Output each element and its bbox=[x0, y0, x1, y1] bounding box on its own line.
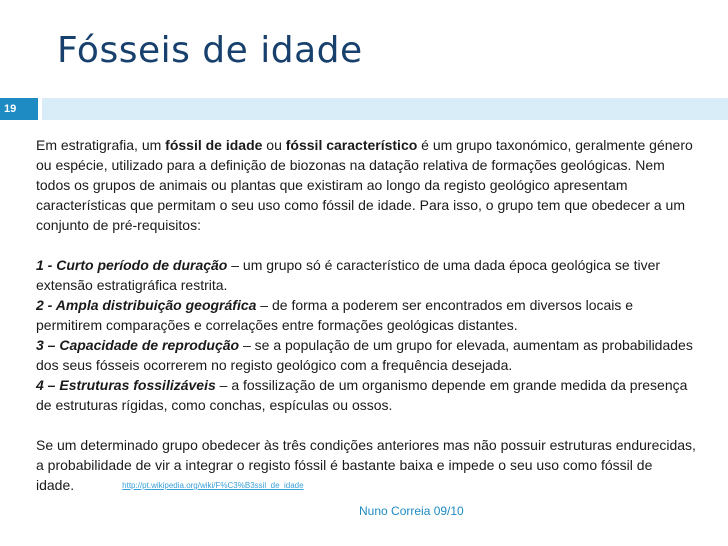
author-footer: Nuno Correia 09/10 bbox=[359, 504, 464, 518]
slide-number: 19 bbox=[0, 98, 38, 120]
intro-paragraph bbox=[36, 135, 696, 235]
requirement-item bbox=[36, 335, 696, 375]
term-fossil-caracteristico: fóssil característico bbox=[285, 137, 418, 153]
requirement-label: 2 - Ampla distribuição geográfica bbox=[36, 297, 257, 313]
slide-body bbox=[36, 135, 696, 496]
conclusion-paragraph bbox=[36, 435, 696, 496]
requirement-item bbox=[36, 295, 696, 335]
source-link[interactable]: http://pt.wikipedia.org/wiki/F%C3%B3ssil_de_idade bbox=[122, 481, 304, 490]
conclusion-text: Se um determinado grupo obedecer às três condições anteriores mas não possuir estruturas endurecidas, a probabilidade de vir a integrar o registo fóssil é bastante baixa e impede o seu uso como fóssil de idade. bbox=[36, 437, 696, 493]
requirement-label: 1 - Curto período de duração bbox=[36, 257, 228, 273]
requirement-item bbox=[36, 255, 696, 295]
requirement-label: 3 – Capacidade de reprodução bbox=[36, 337, 240, 353]
requirement-text: – a fossilização de um organismo depende em grande medida da presença de estruturas rígidas, como conchas, espículas ou ossos. bbox=[36, 377, 688, 413]
spacer bbox=[36, 235, 696, 255]
requirement-text: – um grupo só é característico de uma dada época geológica se tiver extensão estratigráfica restrita. bbox=[36, 257, 661, 293]
requirement-label: 4 – Estruturas fossilizáveis bbox=[36, 377, 216, 393]
requirement-item bbox=[36, 375, 696, 415]
requirement-text: – se a população de um grupo for elevada, aumentam as probabilidades dos seus fósseis ocorrerem no registo geológico com a frequência desejada. bbox=[36, 337, 693, 373]
title-bar bbox=[42, 98, 728, 120]
slide-title: Fósseis de idade bbox=[57, 30, 363, 71]
intro-text-3: é um grupo taxonómico, geralmente género ou espécie, utilizado para a definição de biozonas na datação relativa de formações geológicas. Nem todos os grupos de animais ou plantas que existiram ao longo da registo geológico apresentam características que permitam o seu uso como fóssil de idade. Para isso, o grupo tem que obedecer a um conjunto de pré-requisitos: bbox=[36, 137, 693, 233]
intro-text-2: ou bbox=[262, 137, 286, 153]
term-fossil-de-idade: fóssil de idade bbox=[165, 137, 263, 153]
spacer bbox=[36, 415, 696, 435]
intro-text-1: Em estratigrafia, um bbox=[36, 137, 166, 153]
requirement-text: – de forma a poderem ser encontrados em diversos locais e permitirem comparações e correlações entre formações geológicas distantes. bbox=[36, 297, 634, 333]
